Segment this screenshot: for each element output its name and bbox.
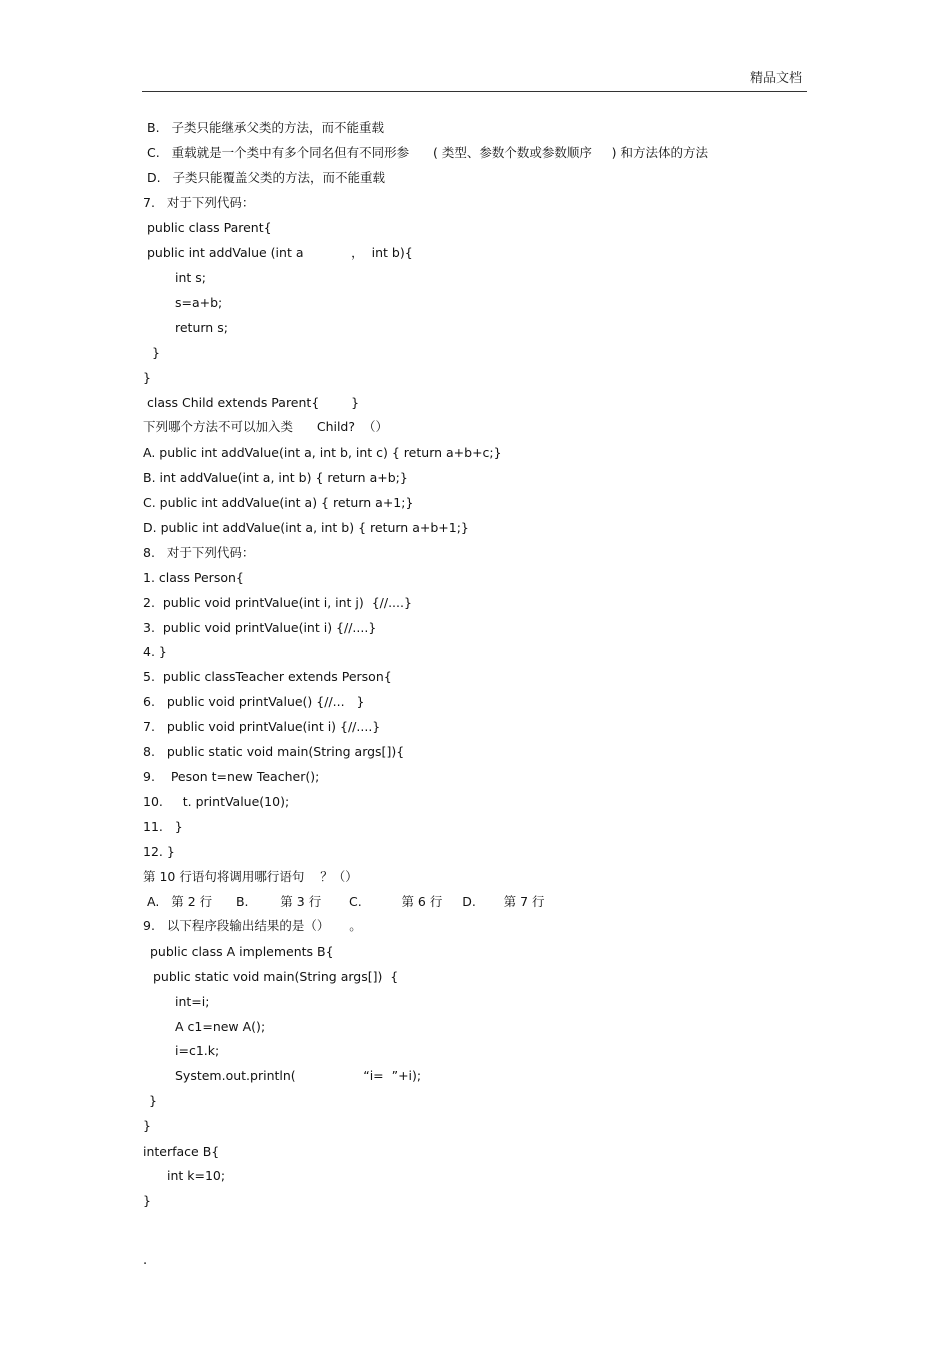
text-line: D. 子类只能覆盖父类的方法，而不能重载 <box>147 170 386 185</box>
text-line: class Child extends Parent{ } <box>147 395 360 410</box>
text-line: public class Parent{ <box>147 220 272 235</box>
text-line: 9. 以下程序段输出结果的是（） 。 <box>143 918 362 933</box>
text-line: 6. public void printValue() {//... } <box>143 694 365 709</box>
text-line: D. public int addValue(int a, int b) { return a+b+1;} <box>143 520 469 535</box>
text-line: } <box>143 1118 151 1133</box>
page-header-title: 精品文档 <box>749 71 802 86</box>
text-line: 8. 对于下列代码： <box>143 545 255 560</box>
text-line: A c1=new A(); <box>175 1019 266 1034</box>
text-line: B. int addValue(int a, int b) { return a+b;} <box>143 470 408 485</box>
text-line: 第 10 行语句将调用哪行语句 ？（） <box>143 869 358 884</box>
text-line: } <box>143 370 151 385</box>
text-line: A. public int addValue(int a, int b, int c) { return a+b+c;} <box>143 445 502 460</box>
text-line: int=i; <box>175 994 210 1009</box>
text-line: 10. t. printValue(10); <box>143 794 290 809</box>
text-line: 下列哪个方法不可以加入类 Child? （） <box>143 419 388 434</box>
text-line: public class A implements B{ <box>150 944 334 959</box>
text-line: A. 第 2 行 B. 第 3 行 C. 第 6 行 D. 第 7 行 <box>147 894 545 909</box>
text-line: return s; <box>175 320 228 335</box>
footer-mark: . <box>143 1253 148 1268</box>
text-line: public int addValue (int a ， int b){ <box>147 245 413 260</box>
text-line: 7. 对于下列代码： <box>143 195 255 210</box>
text-line: 5. public classTeacher extends Person{ <box>143 669 392 684</box>
text-line: s=a+b; <box>175 295 223 310</box>
text-line: } <box>143 1193 151 1208</box>
text-line: public static void main(String args[]) { <box>153 969 399 984</box>
text-line: } <box>149 1093 157 1108</box>
text-line: 1. class Person{ <box>143 570 244 585</box>
text-line: C. 重载就是一个类中有多个同名但有不同形参 ( 类型、参数个数或参数顺序 ) 和方法体的方法 <box>147 145 709 160</box>
text-line: interface B{ <box>143 1144 220 1159</box>
text-line: 2. public void printValue(int i, int j) {//....} <box>143 595 412 610</box>
text-line: } <box>152 345 160 360</box>
text-line: 4. } <box>143 644 167 659</box>
text-line: 8. public static void main(String args[]){ <box>143 744 405 759</box>
text-line: 12. } <box>143 844 175 859</box>
text-line: C. public int addValue(int a) { return a+1;} <box>143 495 414 510</box>
text-line: System.out.println( “i= ”+i); <box>175 1068 422 1083</box>
text-line: 11. } <box>143 819 183 834</box>
text-line: 7. public void printValue(int i) {//....} <box>143 719 381 734</box>
text-line: 3. public void printValue(int i) {//....} <box>143 620 377 635</box>
header-rule <box>142 91 807 92</box>
text-line: int s; <box>175 270 206 285</box>
text-line: i=c1.k; <box>175 1043 220 1058</box>
text-line: 9. Peson t=new Teacher(); <box>143 769 320 784</box>
text-line: int k=10; <box>167 1168 226 1183</box>
text-line: B. 子类只能继承父类的方法，而不能重载 <box>147 120 384 135</box>
